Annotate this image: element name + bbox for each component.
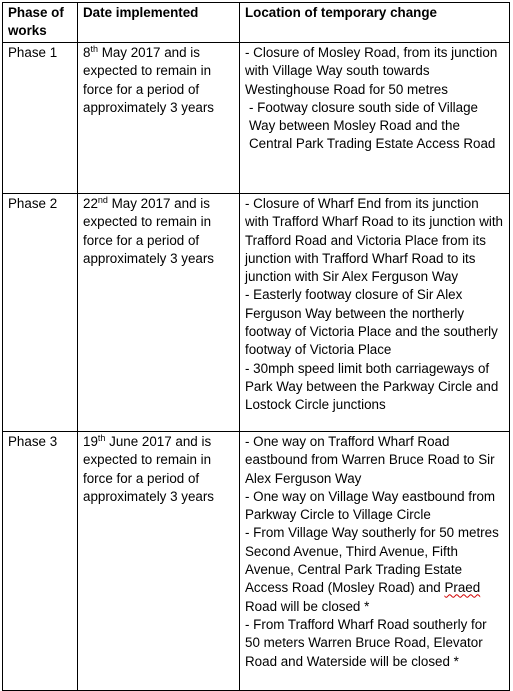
table-row <box>3 432 510 691</box>
phase-cell: Phase 1 <box>3 43 78 194</box>
date-cell <box>78 194 240 432</box>
date-text: May 2017 and is expected to remain in force for a period of approximately 3 years <box>83 196 214 266</box>
location-cell <box>240 43 510 194</box>
date-cell <box>78 43 240 194</box>
location-item: - Footway closure south side of Village Way between Mosley Road and the Central Park Trading Estate Access Road <box>249 99 496 152</box>
date-suffix: th <box>90 44 98 54</box>
spellcheck-word: Praed <box>444 580 481 596</box>
item-text: Road will be closed * <box>245 598 370 614</box>
location-item: - One way on Trafford Wharf Road eastbound from Warren Bruce Road to Sir Alex Ferguson Way <box>245 434 495 486</box>
location-item: - Easterly footway closure of Sir Alex Ferguson Way between the northerly footway of Victoria Place and the southerly footway of Victoria Place <box>245 287 498 358</box>
table-row <box>3 43 510 194</box>
temporary-changes-table <box>2 2 510 691</box>
table-row <box>3 194 510 432</box>
date-text: May 2017 and is expected to remain in force for a period of approximately 3 years <box>83 45 214 115</box>
date-text: June 2017 and is expected to remain in force for a period of approximately 3 years <box>83 434 214 504</box>
header-row <box>3 3 510 43</box>
item-text: - From Village Way southerly for 50 metres Second Avenue, Third Avenue, Fifth Avenue, Central Park Trading Estate Access Road (Mosley Road) and <box>245 525 499 596</box>
date-suffix: th <box>97 433 106 443</box>
header-phase: Phase of works <box>3 3 78 43</box>
header-location: Location of temporary change <box>240 3 510 43</box>
date-day: 8 <box>83 45 91 60</box>
date-day: 22 <box>83 196 98 211</box>
location-item: - From Trafford Wharf Road southerly for 50 meters Warren Bruce Road, Elevator Road and Waterside will be closed * <box>245 616 487 669</box>
location-item: - Closure of Mosley Road, from its junction with Village Way south towards Westinghouse Road for 50 metres <box>245 45 498 97</box>
location-cell <box>240 432 510 691</box>
location-item: - 30mph speed limit both carriageways of Park Way between the Parkway Circle and Lostock Circle junctions <box>245 360 499 413</box>
header-date: Date implemented <box>78 3 240 43</box>
location-item: - Closure of Wharf End from its junction with Trafford Wharf Road to its junction with Trafford Road and Victoria Place from its junction with Trafford Wharf Road to its junction with Sir Alex Ferguson Way <box>245 196 504 285</box>
location-item: - One way on Village Way eastbound from Parkway Circle to Village Circle <box>245 488 496 523</box>
date-cell <box>78 432 240 691</box>
phase-cell: Phase 3 <box>3 432 78 691</box>
location-cell <box>240 194 510 432</box>
phase-cell: Phase 2 <box>3 194 78 432</box>
date-suffix: nd <box>97 195 108 205</box>
date-day: 19 <box>83 434 98 449</box>
location-item <box>245 524 505 615</box>
